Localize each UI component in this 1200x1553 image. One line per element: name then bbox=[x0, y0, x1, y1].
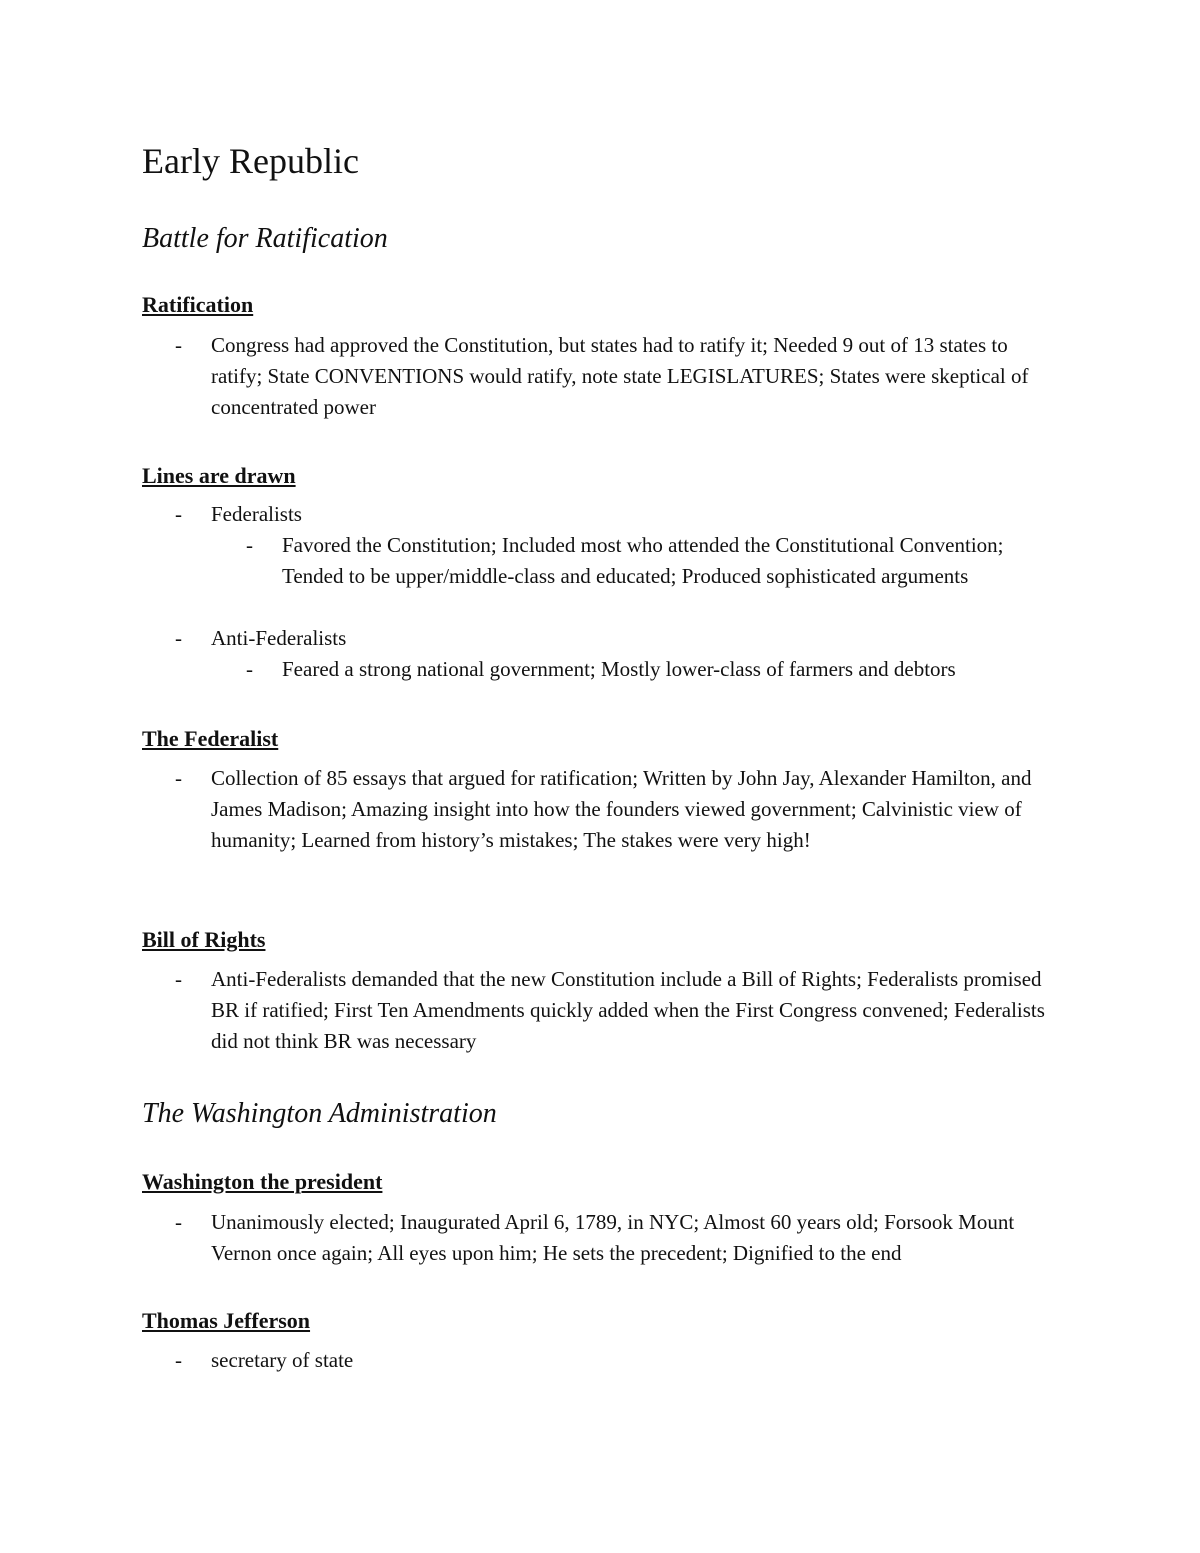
list-item bbox=[142, 1207, 1062, 1269]
bullet-dash: - bbox=[175, 967, 182, 991]
list-item-text: Collection of 85 essays that argued for ratification; Written by John Jay, Alexander Hamilton, and James Madison; Amazing insight into how the founders viewed government; Calvinistic view of humanity; Learned from history’s mistakes; The stakes were very high! bbox=[211, 766, 1032, 852]
section-heading-washington-the-president: Washington the president bbox=[142, 1169, 383, 1194]
list-item-text: Favored the Constitution; Included most who attended the Constitutional Convention; Tended to be upper/middle-class and educated; Produced sophisticated arguments bbox=[282, 533, 1004, 588]
list-item bbox=[142, 499, 1062, 530]
bullet-dash: - bbox=[246, 657, 253, 681]
list-item-text: Federalists bbox=[211, 502, 302, 526]
list-item bbox=[142, 330, 1062, 423]
list-item-text: Feared a strong national government; Mostly lower-class of farmers and debtors bbox=[282, 657, 956, 681]
section-heading-ratification: Ratification bbox=[142, 292, 254, 317]
list-item-text: Anti-Federalists demanded that the new Constitution include a Bill of Rights; Federalists promised BR if ratified; First Ten Amendments quickly added when the First Congress convened; Federalists did not think BR was necessary bbox=[211, 967, 1045, 1053]
bullet-dash: - bbox=[175, 766, 182, 790]
bullet-dash: - bbox=[175, 626, 182, 650]
list-item-text: Anti-Federalists bbox=[211, 626, 347, 650]
list-item bbox=[142, 623, 1062, 654]
document-title: Early Republic bbox=[142, 141, 359, 181]
list-item-nested bbox=[142, 530, 1062, 592]
section-heading-lines-are-drawn: Lines are drawn bbox=[142, 463, 296, 488]
bullet-dash: - bbox=[175, 1210, 182, 1234]
list-item-text: secretary of state bbox=[211, 1348, 354, 1372]
list-item bbox=[142, 763, 1062, 856]
part-heading-ratification: Battle for Ratification bbox=[142, 223, 388, 254]
section-heading-thomas-jefferson: Thomas Jefferson bbox=[142, 1308, 311, 1333]
bullet-dash: - bbox=[246, 533, 253, 557]
list-item-text: Congress had approved the Constitution, but states had to ratify it; Needed 9 out of 13 states to ratify; State CONVENTIONS would ratify, note state LEGISLATURES; States were skeptical of concentrated power bbox=[211, 333, 1029, 419]
list-item bbox=[142, 1345, 1062, 1376]
part-heading-washington-administration: The Washington Administration bbox=[142, 1098, 497, 1129]
bullet-dash: - bbox=[175, 502, 182, 526]
section-heading-the-federalist: The Federalist bbox=[142, 726, 279, 751]
list-item-nested bbox=[142, 654, 1062, 685]
bullet-dash: - bbox=[175, 1348, 182, 1372]
bullet-dash: - bbox=[175, 333, 182, 357]
list-item bbox=[142, 964, 1062, 1057]
section-heading-bill-of-rights: Bill of Rights bbox=[142, 927, 266, 952]
list-item-text: Unanimously elected; Inaugurated April 6, 1789, in NYC; Almost 60 years old; Forsook Mount Vernon once again; All eyes upon him; He sets the precedent; Dignified to the end bbox=[211, 1210, 1015, 1265]
